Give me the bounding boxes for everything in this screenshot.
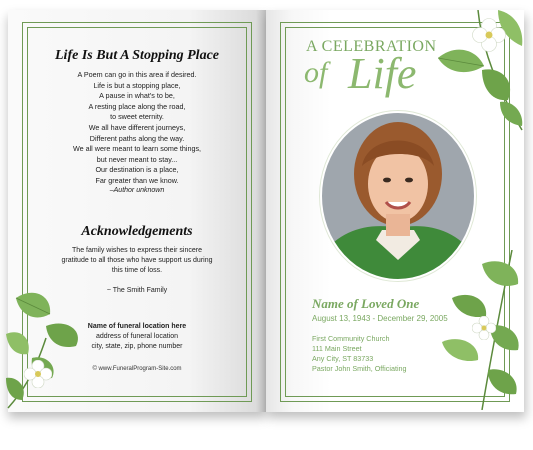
dogwood-flower-icon [472,18,506,52]
poem-line: A Poem can go in this area if desired. [77,70,197,79]
poem-line: We all were meant to learn some things, [72,144,202,154]
service-line: Any City, ST 83733 [312,354,374,363]
poem-line: We all have different journeys, [88,122,186,132]
leaf-spray-icon [6,278,86,418]
cover-page [266,10,524,412]
heading-life: Life [348,49,417,98]
service-line: 111 Main Street [312,344,362,353]
acknowledgements-body [8,246,266,276]
life-dates: August 13, 1943 - December 29, 2005 [312,314,448,323]
ack-line: The family wishes to express their sincere [72,247,202,254]
dogwood-flower-icon [472,316,496,340]
poem-line: A pause in what's to be, [99,91,175,101]
poem-line: A resting place along the road, [88,101,186,111]
heading-of: of [304,56,328,89]
family-signature: ~ The Smith Family [106,287,168,294]
ack-line: this time of loss. [111,267,163,274]
dogwood-flower-icon [24,360,52,388]
poem-body [8,70,266,187]
poem-author: –Author unknown [109,187,165,194]
poem-title: Life Is But A Stopping Place [55,48,219,63]
poem-line: Our destination is a place, [95,165,179,175]
location-title: Name of funeral location here [87,323,187,330]
website-credit: © www.FuneralProgram-Site.com [92,366,182,372]
service-line: Pastor John Smith, Officiating [312,364,407,373]
loved-one-name: Name of Loved One [312,296,420,311]
ack-line: gratitude to all those who have support us during [61,257,213,264]
acknowledgements-title: Acknowledgements [81,224,193,239]
poem-line: Different paths along the way. [89,133,185,143]
inside-left-page [8,10,266,412]
poem-line: Far greater than we know. [95,175,179,185]
poem-line: Life is but a stopping place, [93,80,181,90]
poem-line: to sweet eternity. [110,112,164,122]
celebration-heading: A CELEBRATION [306,38,437,55]
service-details [312,334,407,374]
location-line: city, state, zip, phone number [91,343,183,350]
poem-line: but never meant to stay... [96,154,178,164]
service-line: First Community Church [312,334,390,343]
location-line: address of funeral location [95,333,179,340]
